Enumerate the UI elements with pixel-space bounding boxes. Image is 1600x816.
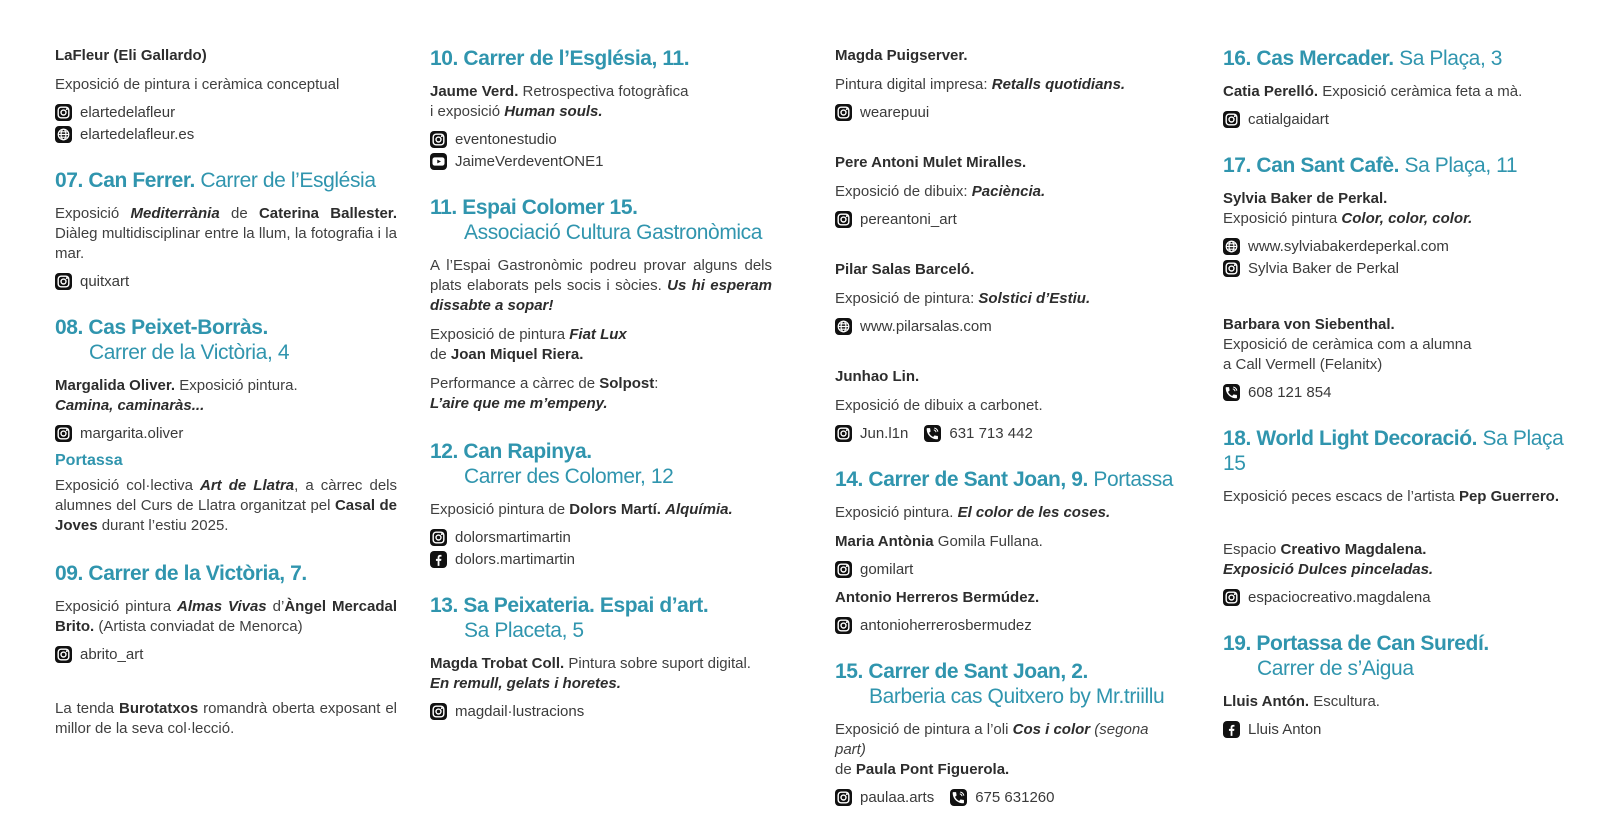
text-segment: Fiat Lux [569,326,627,343]
text-segment: durant l’estiu 2025. [97,517,229,534]
text-segment: Exposició pintura. [835,504,958,521]
venue-heading [430,593,772,643]
text-segment: Exposició de pintura: [835,290,979,307]
subheading: Portassa [55,452,123,469]
text-segment: Exposició peces escacs de l’artista [1223,488,1459,505]
text-segment: Creativo Magdalena. [1280,541,1427,558]
venue-heading [1223,631,1565,681]
facebook-icon [1223,721,1240,738]
social-handle: www.sylviabakerdeperkal.com [1248,238,1449,255]
social-row [430,529,772,546]
venue-address: Sa Placeta, 5 [464,619,584,642]
text-segment: Jaume Verd. [430,83,519,100]
venue-address: Carrer de l’Església [194,169,376,192]
text-segment: Espacio [1223,541,1281,558]
text-segment: Pintura sobre suport digital. [564,655,751,672]
text-segment: Alquímia. [665,501,733,518]
social-row [835,425,1177,442]
instagram-icon [430,703,447,720]
text-segment: Junhao Lin. [835,368,920,385]
paragraph [430,374,772,414]
instagram-icon [1223,260,1240,277]
social-row [1223,111,1565,128]
text-segment: Diàleg multidisciplinar entre la llum, la fotografia i la mar. [55,225,397,262]
venue-address: Carrer des Colomer, 12 [464,465,674,488]
text-segment: Solpost [599,375,655,392]
venue-number-name: 15. Carrer de Sant Joan, 2. [835,660,1088,683]
social-links [1223,238,1565,277]
text-segment: Lluis Antón. [1223,693,1310,710]
venue-heading [55,315,397,365]
social-handle: Jun.l1n [860,425,909,442]
paragraph [835,720,1177,780]
paragraph [835,153,1177,173]
spacer [835,131,1177,153]
social-row [1223,384,1565,401]
paragraph [835,75,1177,95]
social-row [430,703,772,720]
text-segment: Retrospectiva fotogràfica [518,83,689,100]
social-handle: elartedelafleur [80,104,176,121]
text-segment: de [219,205,259,222]
social-handle: 631 713 442 [949,425,1033,442]
venue-heading [430,195,772,245]
social-links [835,789,1177,806]
text-segment: Àngel Mercadal Brito. [55,598,397,635]
social-handle: pereantoni_art [860,211,957,228]
venue-address: Sa Plaça, 11 [1399,154,1518,177]
text-segment: Exposició de ceràmica com a alumna [1223,336,1472,353]
social-handle: Lluis Anton [1248,721,1322,738]
text-segment: Barbara von Siebenthal. [1223,316,1395,333]
social-row [835,318,1177,335]
text-segment: (Artista conviadat de Menorca) [94,618,303,635]
text-segment: En remull, gelats i horetes. [430,675,621,692]
text-segment: (segona part) [835,721,1149,758]
text-segment: LaFleur (Eli Gallardo) [55,47,207,64]
text-segment: Maria Antònia [835,533,934,550]
social-links [55,273,397,290]
social-row [430,131,772,148]
social-row [835,617,1177,634]
social-row [430,153,772,170]
column-3 [835,46,1177,816]
text-segment: Pere Antoni Mulet Miralles. [835,154,1027,171]
venue-address: Barberia cas Quitxero by Mr.triillu [869,685,1165,708]
text-segment: L’aire que me m’empeny. [430,395,608,412]
paragraph [835,503,1177,523]
column-2 [430,46,772,816]
globe-icon [1223,238,1240,255]
text-segment: Human souls. [504,103,603,120]
text-segment: Magda Trobat Coll. [430,655,565,672]
phone-icon [950,789,967,806]
text-segment: Exposició pintura [55,598,178,615]
globe-icon [835,318,852,335]
spacer [1223,516,1565,540]
venue-address: Sa Plaça, 3 [1393,47,1503,70]
spacer [835,238,1177,260]
text-segment: Camina, caminaràs... [55,397,205,414]
social-handle: www.pilarsalas.com [860,318,992,335]
venue-number-name: 14. Carrer de Sant Joan, 9. [835,468,1088,491]
social-links [835,617,1177,634]
social-row [835,211,1177,228]
social-links [55,425,397,442]
text-segment: Color, color, color. [1341,210,1473,227]
paragraph [55,75,397,95]
spacer [55,673,397,699]
social-links [55,104,397,143]
social-links [835,561,1177,578]
venue-heading [1223,46,1565,71]
social-row [1223,721,1565,738]
social-row [55,425,397,442]
paragraph [1223,189,1565,229]
text-segment: Performance a càrrec de [430,375,600,392]
instagram-icon [55,273,72,290]
social-links [430,703,772,720]
social-row [835,789,1177,806]
social-links [835,211,1177,228]
paragraph [430,325,772,365]
paragraph [1223,692,1565,712]
column-4 [1223,46,1565,816]
instagram-icon [1223,589,1240,606]
instagram-icon [430,131,447,148]
venue-number-name: 07. Can Ferrer. [55,169,195,192]
venue-heading [835,659,1177,709]
instagram-icon [835,104,852,121]
text-segment: Pilar Salas Barceló. [835,261,975,278]
text-segment: de [430,346,451,363]
social-handle: quitxart [80,273,130,290]
instagram-icon [55,646,72,663]
venue-heading [55,168,397,193]
paragraph [55,204,397,264]
text-segment: a Call Vermell (Felanitx) [1223,356,1383,373]
text-segment: Pep Guerrero. [1458,488,1559,505]
social-links [55,646,397,663]
text-segment: Cos i color [1012,721,1095,738]
text-segment: Margalida Oliver. [55,377,176,394]
social-handle: elartedelafleur.es [80,126,195,143]
text-segment: Exposició ceràmica feta a mà. [1318,83,1523,100]
paragraph [430,500,772,520]
text-segment: Magda Puigserver. [835,47,968,64]
paragraph [55,597,397,637]
social-handle: eventonestudio [455,131,557,148]
text-segment: Exposició de dibuix a carbonet. [835,397,1043,414]
instagram-icon [835,211,852,228]
text-segment: Sylvia Baker de Perkal. [1223,190,1388,207]
social-handle: dolors.martimartin [455,551,576,568]
spacer [835,345,1177,367]
social-handle: abrito_art [80,646,144,663]
social-handle: paulaa.arts [860,789,935,806]
globe-icon [55,126,72,143]
text-segment: Almas Vivas [177,598,267,615]
text-segment: Antonio Herreros Bermúdez. [835,589,1040,606]
text-segment: Exposició de pintura i ceràmica conceptual [55,76,340,93]
paragraph [55,699,397,739]
text-segment: de [835,761,856,778]
paragraph [1223,315,1565,375]
text-segment: Pintura digital impresa: [835,76,992,93]
social-row [1223,589,1565,606]
social-handle: antonioherrerosbermudez [860,617,1032,634]
venue-number-name: 13. Sa Peixateria. Espai d’art. [430,594,709,617]
paragraph [55,476,397,536]
text-segment: Caterina Ballester. [258,205,397,222]
text-segment: La tenda [55,700,119,717]
instagram-icon [835,425,852,442]
text-segment: A l’Espai Gastronòmic podreu provar alguns dels plats elaborats pels socis i sòcies. [430,257,772,294]
text-segment: Exposició col·lectiva [55,477,200,494]
text-segment: Gomila Fullana. [933,533,1043,550]
paragraph [1223,487,1565,507]
text-segment: Exposició de dibuix: [835,183,972,200]
paragraph [55,376,397,416]
venue-heading [1223,426,1565,476]
venue-heading [55,561,397,586]
paragraph [835,396,1177,416]
text-segment: Exposició Dulces pinceladas. [1223,561,1434,578]
instagram-icon [430,529,447,546]
text-segment: : [654,375,659,392]
social-links [835,318,1177,335]
social-links [835,425,1177,442]
phone-icon [924,425,941,442]
venue-number-name: 12. Can Rapinya. [430,440,592,463]
social-links [430,529,772,568]
social-handle: catialgaidart [1248,111,1329,128]
paragraph [1223,540,1565,580]
text-segment: Art de Llatra [200,477,295,494]
text-segment: Burotatxos [119,700,199,717]
phone-icon [1223,384,1240,401]
venue-number-name: 19. Portassa de Can Suredí. [1223,632,1489,655]
social-row [835,104,1177,121]
social-handle: espaciocreativo.magdalena [1248,589,1431,606]
text-segment: i exposició [430,103,505,120]
facebook-icon [430,551,447,568]
paragraph [430,256,772,316]
social-links [1223,111,1565,128]
social-handle: Sylvia Baker de Perkal [1248,260,1399,277]
venue-address: Carrer de s’Aigua [1257,657,1414,680]
text-segment: Catia Perelló. [1223,83,1319,100]
text-segment: Solstici d’Estiu. [978,290,1091,307]
venue-heading [430,439,772,489]
youtube-icon [430,153,447,170]
venue-heading [430,46,772,71]
paragraph [835,532,1177,552]
paragraph [835,182,1177,202]
venue-number-name: 18. World Light Decoració. [1223,427,1478,450]
paragraph [835,588,1177,608]
venue-number-name: 11. Espai Colomer 15. [430,196,638,219]
text-segment: Dolors Martí. [569,501,661,518]
social-row [430,551,772,568]
social-links [1223,721,1565,738]
paragraph [835,367,1177,387]
paragraph [835,260,1177,280]
social-row [55,273,397,290]
social-handle: margarita.oliver [80,425,184,442]
text-segment: Escultura. [1309,693,1380,710]
social-handle: gomilart [860,561,914,578]
instagram-icon [1223,111,1240,128]
venue-heading [1223,153,1565,178]
social-row [55,104,397,121]
text-segment: d’ [266,598,285,615]
venue-number-name: 10. Carrer de l’Església, 11. [430,47,690,70]
text-segment: Exposició de pintura [430,326,570,343]
social-links [1223,384,1565,401]
venue-number-name: 08. Cas Peixet-Borràs. [55,316,268,339]
text-segment: Mediterrània [130,205,220,222]
spacer [1223,287,1565,315]
text-segment: Paula Pont Figuerola. [855,761,1010,778]
social-handle: 608 121 854 [1248,384,1332,401]
social-handle: wearepuui [860,104,930,121]
instagram-icon [835,617,852,634]
paragraph [55,46,397,66]
venue-address: Sa Plaça 15 [1223,427,1564,475]
text-segment: Exposició pintura [1223,210,1342,227]
instagram-icon [55,425,72,442]
social-links [835,104,1177,121]
paragraph [430,82,772,122]
social-links [430,131,772,170]
text-segment: Retalls quotidians. [991,76,1126,93]
paragraph [835,46,1177,66]
text-segment: romandrà oberta exposant el millor de la seva col·lecció. [55,700,398,737]
text-segment: El color de les coses. [957,504,1111,521]
venue-address: Associació Cultura Gastronòmica [464,221,763,244]
social-handle: magdail·lustracions [455,703,585,720]
social-row [1223,260,1565,277]
social-row [1223,238,1565,255]
social-handle: dolorsmartimartin [455,529,571,546]
text-segment: Exposició pintura. [175,377,298,394]
social-handle: 675 631260 [975,789,1055,806]
text-segment: , a càrrec dels alumnes del Curs de Llatra organitzat pel [55,477,397,514]
instagram-icon [835,561,852,578]
venue-number-name: 16. Cas Mercader. [1223,47,1394,70]
venue-number-name: 17. Can Sant Cafè. [1223,154,1400,177]
venue-address: Portassa [1087,468,1174,491]
text-segment: Exposició pintura de [430,501,570,518]
venue-address: Carrer de la Victòria, 4 [89,341,290,364]
social-row [835,561,1177,578]
paragraph [1223,82,1565,102]
text-segment: Paciència. [971,183,1046,200]
paragraph [430,654,772,694]
social-row [55,646,397,663]
social-links [1223,589,1565,606]
social-handle: JaimeVerdeventONE1 [455,153,604,170]
text-segment: Casal de Joves [55,497,397,534]
instagram-icon [55,104,72,121]
social-row [55,126,397,143]
venue-number-name: 09. Carrer de la Victòria, 7. [55,562,307,585]
text-segment: Us hi esperam dissabte a sopar! [430,277,773,314]
instagram-icon [835,789,852,806]
venue-heading [835,467,1177,492]
column-1 [55,46,397,816]
text-segment: Joan Miquel Riera. [450,346,584,363]
text-segment: Exposició [55,205,131,222]
text-segment: Exposició de pintura a l’oli [835,721,1013,738]
paragraph [835,289,1177,309]
